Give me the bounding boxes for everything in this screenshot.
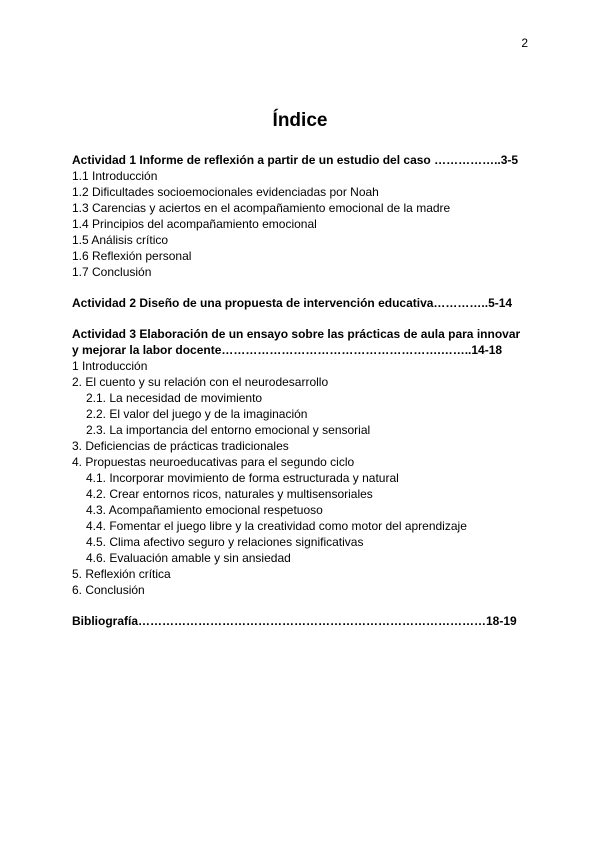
toc-entry: 3. Deficiencias de prácticas tradicionales bbox=[72, 439, 289, 453]
activity3-heading-line1: Actividad 3 Elaboración de un ensayo sobre las prácticas de aula para innovar bbox=[72, 327, 521, 341]
toc-entry: 1.7 Conclusión bbox=[72, 265, 152, 279]
toc-subentry: 4.6. Evaluación amable y sin ansiedad bbox=[86, 551, 291, 565]
activity1-list bbox=[72, 168, 524, 280]
toc-subentry: 2.1. La necesidad de movimiento bbox=[86, 391, 263, 405]
toc-subentry: 2.3. La importancia del entorno emocional y sensorial bbox=[86, 423, 371, 437]
page-title: Índice bbox=[272, 110, 328, 131]
toc-subentry: 2.2. El valor del juego y de la imaginación bbox=[86, 407, 308, 421]
toc-entry: 1.4 Principios del acompañamiento emocional bbox=[72, 217, 317, 231]
toc-entry: 2. El cuento y su relación con el neurodesarrollo bbox=[72, 375, 329, 389]
toc-subentry: 4.3. Acompañamiento emocional respetuoso bbox=[86, 503, 323, 517]
toc-entry: 1.3 Carencias y aciertos en el acompañamiento emocional de la madre bbox=[72, 201, 451, 215]
activity3-list bbox=[72, 358, 524, 598]
page-number: 2 bbox=[521, 36, 528, 50]
activity3-heading-line2: y mejorar la labor docente……………………………………………….……..14-18 bbox=[72, 343, 503, 357]
table-of-contents bbox=[72, 152, 524, 629]
toc-entry: 1 Introducción bbox=[72, 359, 148, 373]
activity2-heading: Actividad 2 Diseño de una propuesta de intervención educativa…………..5-14 bbox=[72, 296, 513, 310]
bibliography-heading: Bibliografía……………………………………………………………………………18-19 bbox=[72, 614, 517, 628]
toc-entry: 5. Reflexión crítica bbox=[72, 567, 171, 581]
toc-entry: 4. Propuestas neuroeducativas para el segundo ciclo bbox=[72, 455, 355, 469]
toc-subentry: 4.4. Fomentar el juego libre y la creatividad como motor del aprendizaje bbox=[86, 519, 467, 533]
toc-entry: 1.1 Introducción bbox=[72, 169, 158, 183]
toc-subentry: 4.2. Crear entornos ricos, naturales y multisensoriales bbox=[86, 487, 373, 501]
activity1-heading: Actividad 1 Informe de reflexión a partir de un estudio del caso ……………..3-5 bbox=[72, 153, 519, 167]
toc-entry: 1.6 Reflexión personal bbox=[72, 249, 192, 263]
toc-entry: 1.5 Análisis crítico bbox=[72, 233, 169, 247]
toc-entry: 1.2 Dificultades socioemocionales evidenciadas por Noah bbox=[72, 185, 379, 199]
toc-subentry: 4.5. Clima afectivo seguro y relaciones significativas bbox=[86, 535, 364, 549]
toc-subentry: 4.1. Incorporar movimiento de forma estructurada y natural bbox=[86, 471, 399, 485]
toc-entry: 6. Conclusión bbox=[72, 583, 145, 597]
